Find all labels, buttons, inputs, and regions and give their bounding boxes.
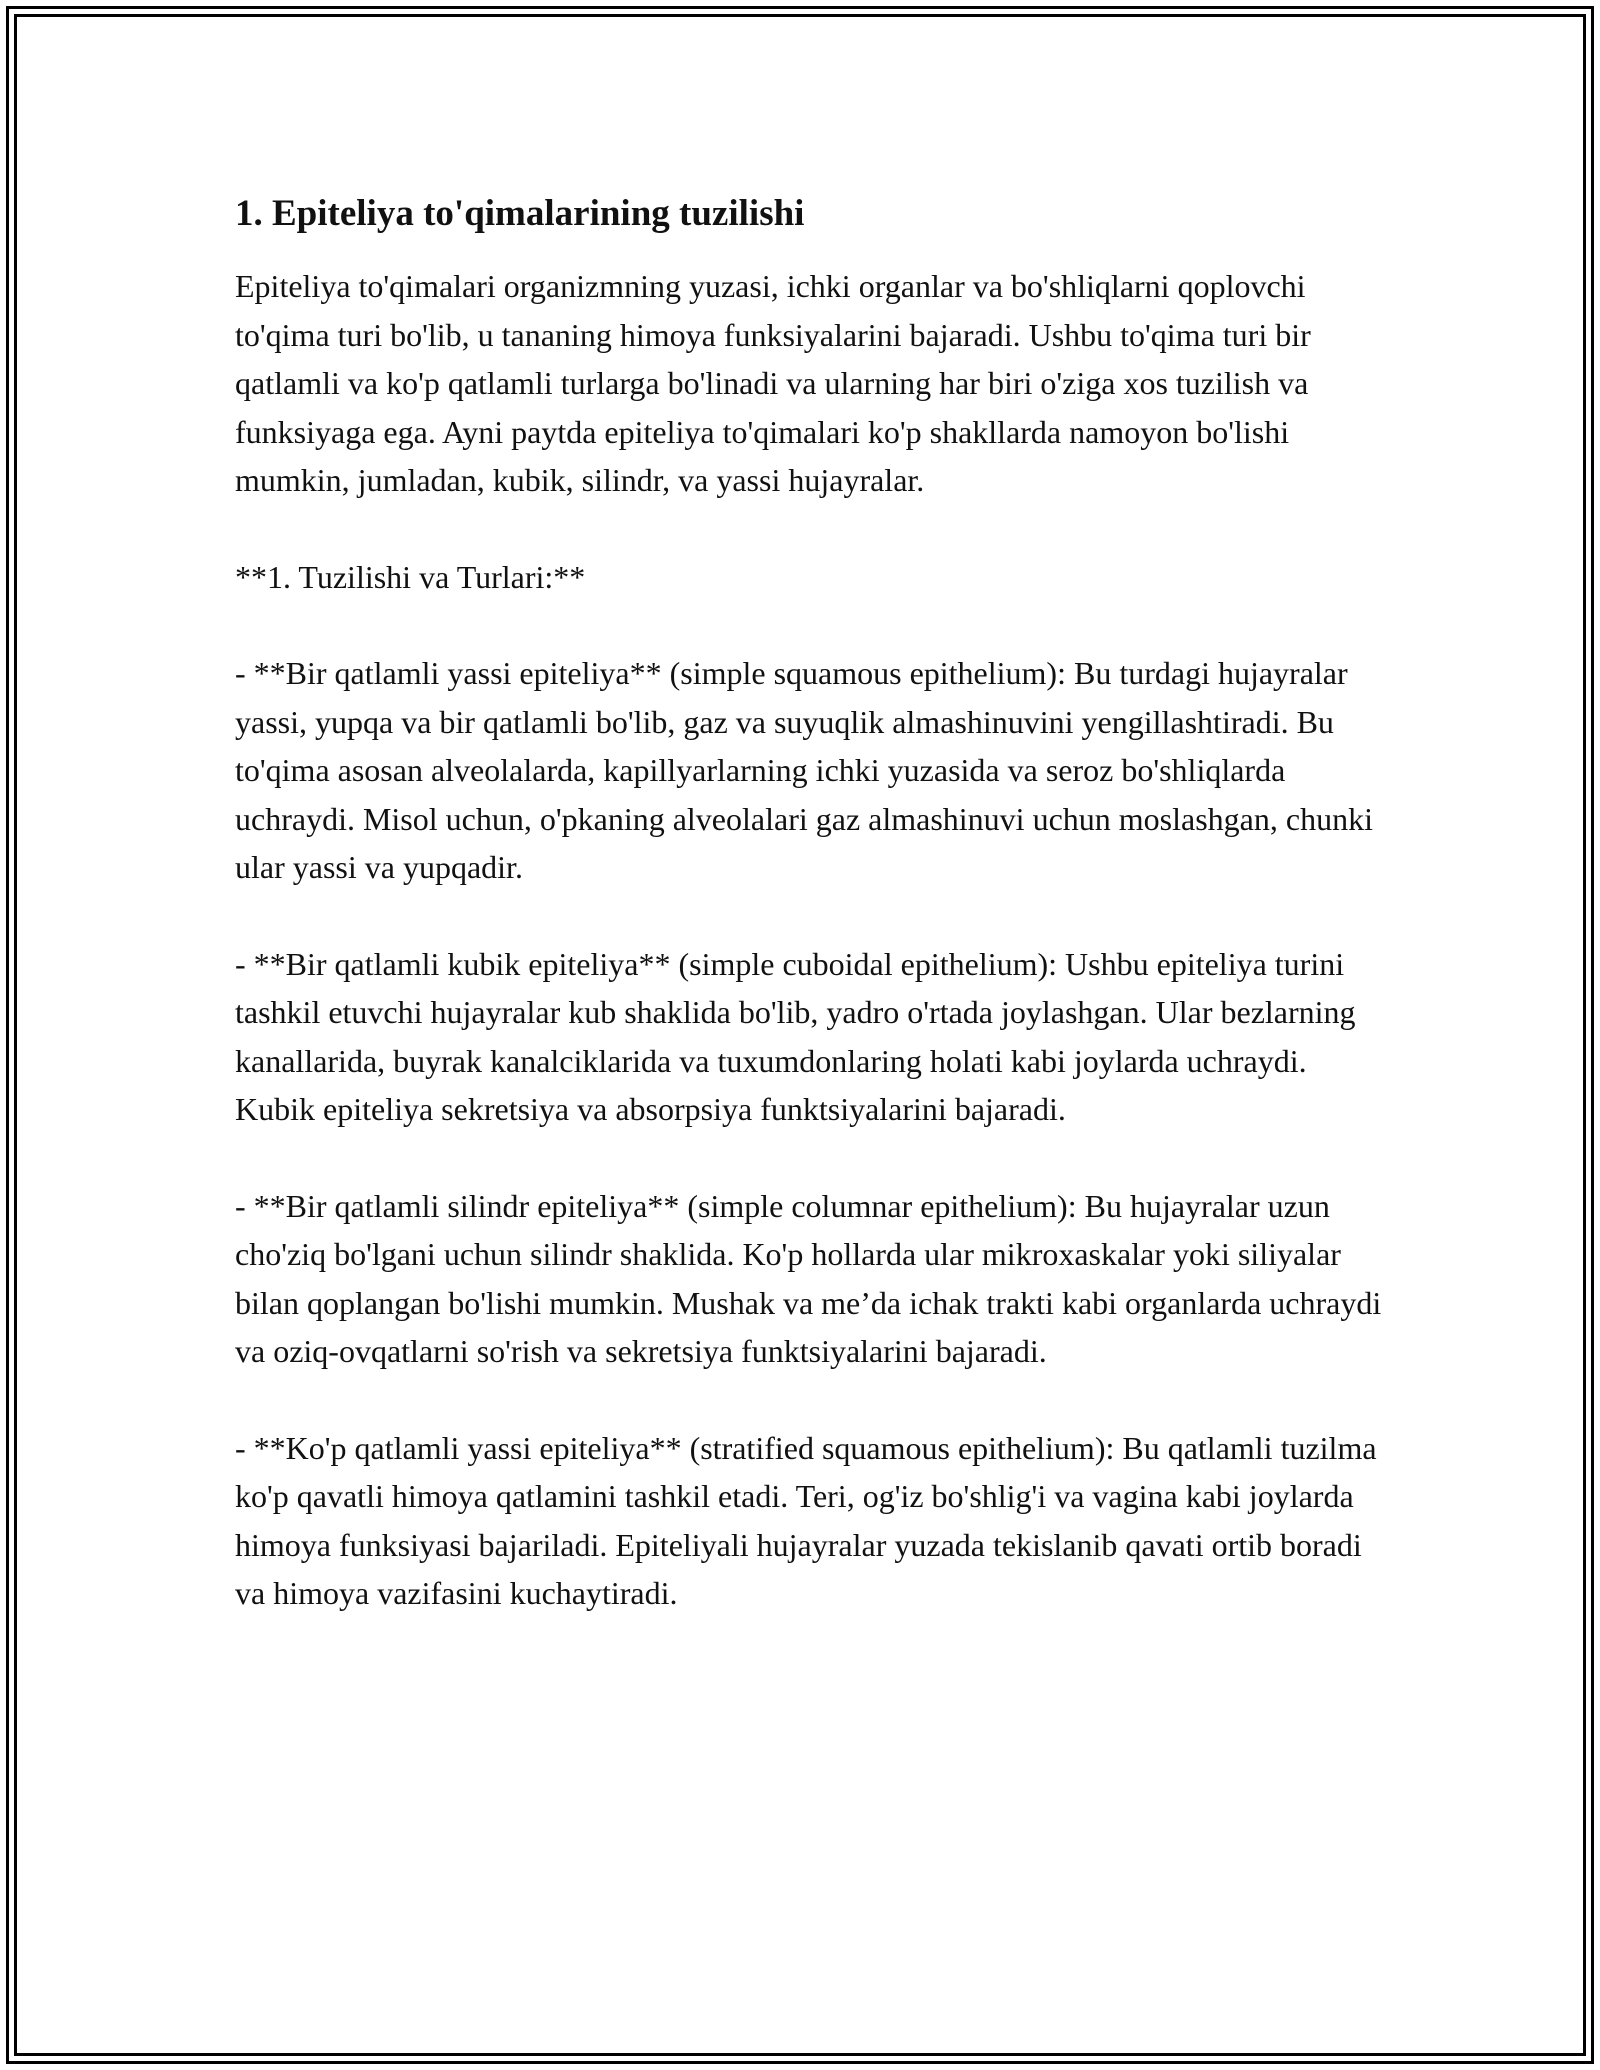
list-item-simple-squamous: - **Bir qatlamli yassi epiteliya** (simple squamous epithelium): Bu turdagi hujayralar yassi, yupqa va bir qatlamli bo'lib, gaz va suyuqlik almashinuvini yengillashtiradi. Bu to'qima asosan alveolalarda, kapillyarlarning ichki yuzasida va seroz bo'shliqlarda uchraydi. Misol uchun, o'pkaning alveolalari gaz almashinuvi uchun moslashgan, chunki ular yassi va yupqadir. — [235, 655, 1373, 885]
list-item-simple-columnar: - **Bir qatlamli silindr epiteliya** (simple columnar epithelium): Bu hujayralar uzun cho'ziq bo'lgani uchun silindr shaklida. Ko'p hollarda ular mikroxaskalar yoki siliyalar bilan qoplangan bo'lishi mumkin. Mushak va me’da ichak trakti kabi organlarda uchraydi va oziq-ovqatlarni so'rish va sekretsiya funktsiyalarini bajaradi. — [235, 1187, 1382, 1369]
document-body — [235, 190, 1385, 1666]
intro-paragraph: Epiteliya to'qimalari organizmning yuzasi, ichki organlar va bo'shliqlarni qoplovchi to'qima turi bo'lib, u tananing himoya funksiyalarini bajaradi. Ushbu to'qima turi bir qatlamli va ko'p qatlamli turlarga bo'linadi va ularning har biri o'ziga xos tuzilish va funksiyaga ega. Ayni paytda epiteliya to'qimalari ko'p shakllarda namoyon bo'lishi mumkin, jumladan, kubik, silindr, va yassi hujayralar. — [235, 268, 1311, 498]
list-item-stratified-squamous: - **Ko'p qatlamli yassi epiteliya** (stratified squamous epithelium): Bu qatlamli tuzilma ko'p qavatli himoya qatlamini tashkil etadi. Teri, og'iz bo'shlig'i va vagina kabi joylarda himoya funksiyasi bajariladi. Epiteliyali hujayralar yuzada tekislanib qavati ortib boradi va himoya vazifasini kuchaytiradi. — [235, 1429, 1377, 1611]
document-heading: 1. Epiteliya to'qimalarining tuzilishi — [235, 193, 805, 234]
section-subheading: **1. Tuzilishi va Turlari:** — [235, 558, 586, 595]
list-item-simple-cuboidal: - **Bir qatlamli kubik epiteliya** (simple cuboidal epithelium): Ushbu epiteliya turini tashkil etuvchi hujayralar kub shaklida bo'lib, yadro o'rtada joylashgan. Ular bezlarning kanallarida, buyrak kanalciklarida va tuxumdonlaring holati kabi joylarda uchraydi. Kubik epiteliya sekretsiya va absorpsiya funktsiyalarini bajaradi. — [235, 945, 1356, 1127]
